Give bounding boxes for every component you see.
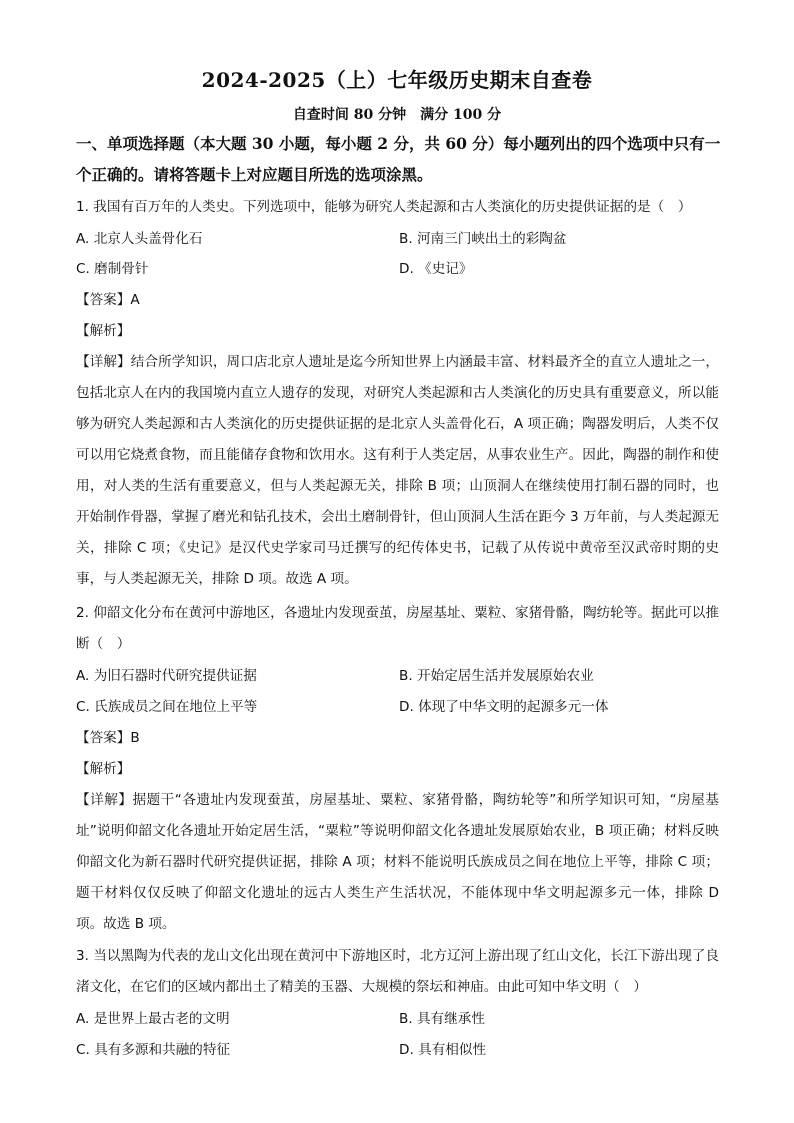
question-3-option-b: B. 具有继承性 bbox=[399, 1011, 485, 1027]
question-2-option-b: B. 开始定居生活并发展原始农业 bbox=[399, 668, 594, 684]
page-title: 2024-2025（上）七年级历史期末自查卷 bbox=[201, 68, 593, 92]
section-heading: 一、单项选择题（本大题 30 小题，每小题 2 分，共 60 分）每小题列出的四个选项中只有一个正确的。请将答题卡上对应题目所选的选项涂黑。 bbox=[76, 134, 721, 184]
question-1-analysis-label: 【解析】 bbox=[76, 323, 131, 339]
question-1-option-c: C. 磨制骨针 bbox=[76, 261, 149, 277]
question-2-stem: 2. 仰韶文化分布在黄河中游地区，各遗址内发现蚕茧，房屋基址、粟粒、家猪骨骼，陶纺轮等。据此可以推断（ ） bbox=[76, 605, 719, 652]
question-3-option-d: D. 具有相似性 bbox=[399, 1042, 487, 1058]
question-1-option-b: B. 河南三门峡出土的彩陶盆 bbox=[399, 231, 567, 247]
question-2-option-a: A. 为旧石器时代研究提供证据 bbox=[76, 668, 257, 684]
question-3-option-c: C. 具有多源和共融的特征 bbox=[76, 1042, 231, 1058]
question-2-analysis-label: 【解析】 bbox=[76, 761, 131, 777]
question-1-option-d: D. 《史记》 bbox=[399, 261, 473, 277]
question-2-option-c: C. 氏族成员之间在地位上平等 bbox=[76, 699, 258, 715]
question-1-answer: 【答案】A bbox=[76, 292, 140, 308]
question-2-option-d: D. 体现了中华文明的起源多元一体 bbox=[399, 699, 609, 715]
question-1-option-a: A. 北京人头盖骨化石 bbox=[76, 231, 203, 247]
question-2-answer: 【答案】B bbox=[76, 730, 140, 746]
question-3-stem: 3. 当以黑陶为代表的龙山文化出现在黄河中下游地区时，北方辽河上游出现了红山文化，长江下游出现了良渚文化，在它们的区域内都出土了精美的玉器、大规模的祭坛和神庙。由此可知中华文明（ ） bbox=[76, 948, 719, 995]
page-subtitle: 自查时间 80 分钟 满分 100 分 bbox=[292, 107, 502, 123]
question-2-detail: 【详解】据题干“各遗址内发现蚕茧，房屋基址、粟粒、家猪骨骼，陶纺轮等”和所学知识可知，“房屋基址”说明仰韶文化各遗址开始定居生活，“粟粒”等说明仰韶文化各遗址发展原始农业，B 项正确；材料反映仰韶文化为新石器时代研究提供证据，排除 A 项；材料不能说明氏族成员之间在地位上平等，排除 C 项；题干材料仅仅反映了仰韶文化遗址的远古人类生产生活状况，不能体现中华文明起源多元一体，排除 D 项。故选 B 项。 bbox=[76, 792, 719, 932]
question-1-stem: 1. 我国有百万年的人类史。下列选项中，能够为研究人类起源和古人类演化的历史提供证据的是（ ） bbox=[76, 199, 692, 215]
question-1-detail: 【详解】结合所学知识，周口店北京人遗址是迄今所知世界上内涵最丰富、材料最齐全的直立人遗址之一，包括北京人在内的我国境内直立人遗存的发现，对研究人类起源和古人类演化的历史具有重要意义，所以能够为研究人类起源和古人类演化的历史提供证据的是北京人头盖骨化石，A 项正确；陶器发明后，人类不仅可以用它烧煮食物，而且能储存食物和饮用水。这有利于人类定居，从事农业生产。因此，陶器的制作和使用，对人类的生活有重要意义，但与人类起源无关，排除 B 项；山顶洞人在继续使用打制石器的同时，也开始制作骨器，掌握了磨光和钻孔技术，会出土磨制骨针，但山顶洞人生活在距今 3 万年前，与人类起源无关，排除 C 项；《史记》是汉代史学家司马迁撰写的纪传体史书，记载了从传说中黄帝至汉武帝时期的史事，与人类起源无关，排除 D 项。故选 A 项。 bbox=[76, 354, 719, 587]
question-3-option-a: A. 是世界上最古老的文明 bbox=[76, 1011, 230, 1027]
